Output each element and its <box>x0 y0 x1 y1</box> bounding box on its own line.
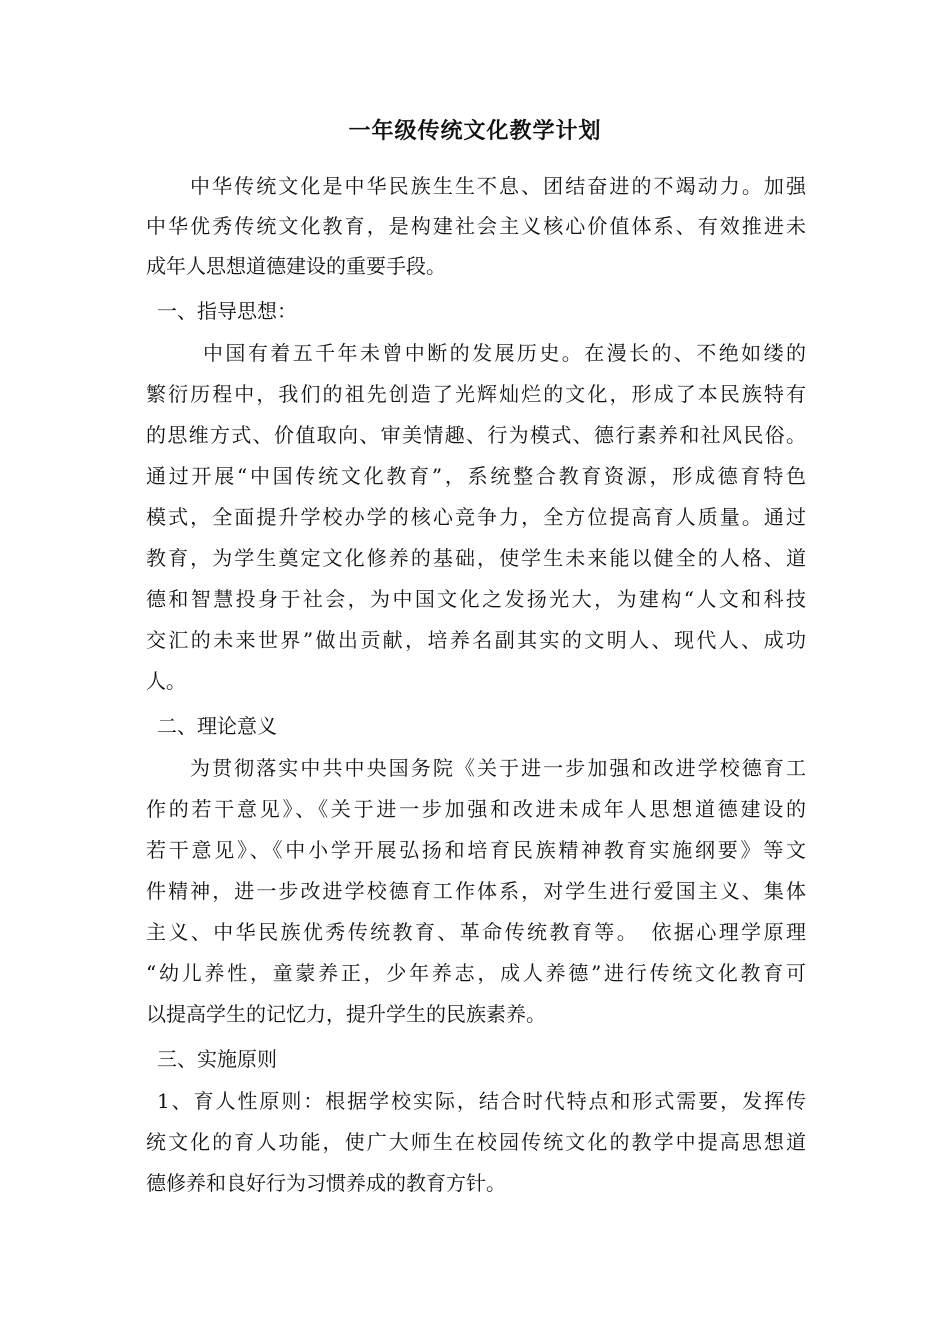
paragraph-line: 的思维方式、价值取向、审美情趣、行为模式、德行素养和社风民俗。 <box>146 423 806 447</box>
paragraph-line: 1、育人性原则：根据学校实际，结合时代特点和形式需要，发挥传 <box>157 1089 806 1113</box>
paragraph-line: 德和智慧投身于社会，为中国文化之发扬光大，为建构“人文和科技 <box>146 587 806 611</box>
paragraph-line: 通过开展“中国传统文化教育”，系统整合教育资源，形成德育特色 <box>146 464 806 488</box>
paragraph-line: 德修养和良好行为习惯养成的教育方针。 <box>146 1171 506 1195</box>
section-heading: 一、指导思想： <box>157 299 297 323</box>
paragraph-line: 繁衍历程中，我们的祖先创造了光辉灿烂的文化，形成了本民族特有 <box>146 382 806 406</box>
paragraph-line: 模式，全面提升学校办学的核心竞争力，全方位提高育人质量。通过 <box>146 505 806 529</box>
paragraph-line: 教育，为学生奠定文化修养的基础，使学生未来能以健全的人格、道 <box>146 546 806 570</box>
paragraph-line: 统文化的育人功能，使广大师生在校园传统文化的教学中提高思想道 <box>146 1130 806 1154</box>
paragraph-line: 人。 <box>146 669 186 693</box>
paragraph-line: 中国有着五千年未曾中断的发展历史。在漫长的、不绝如缕的 <box>203 341 806 365</box>
paragraph-line: 作的若干意见》、《关于进一步加强和改进未成年人思想道德建设的 <box>146 797 806 821</box>
paragraph-line: 主义、中华民族优秀传统教育、革命传统教育等。 依据心理学原理 <box>146 920 806 944</box>
paragraph-line: “幼儿养性，童蒙养正，少年养志，成人养德”进行传统文化教育可 <box>146 961 806 985</box>
paragraph-line: 交汇的未来世界”做出贡献，培养名副其实的文明人、现代人、成功 <box>146 628 806 652</box>
document-title: 一年级传统文化教学计划 <box>348 119 602 144</box>
paragraph-line: 中华优秀传统文化教育，是构建社会主义核心价值体系、有效推进未 <box>146 214 806 238</box>
paragraph-line: 件精神，进一步改进学校德育工作体系，对学生进行爱国主义、集体 <box>146 879 806 903</box>
section-heading: 二、理论意义 <box>157 714 277 738</box>
section-heading: 三、实施原则 <box>157 1047 277 1071</box>
paragraph-line: 中华传统文化是中华民族生生不息、团结奋进的不竭动力。加强 <box>190 174 806 198</box>
paragraph-line: 成年人思想道德建设的重要手段。 <box>146 254 446 278</box>
paragraph-line: 若干意见》、《中小学开展弘扬和培育民族精神教育实施纲要》等文 <box>146 838 806 862</box>
paragraph-line: 为贯彻落实中共中央国务院《关于进一步加强和改进学校德育工 <box>190 756 806 780</box>
paragraph-line: 以提高学生的记忆力，提升学生的民族素养。 <box>146 1002 546 1026</box>
